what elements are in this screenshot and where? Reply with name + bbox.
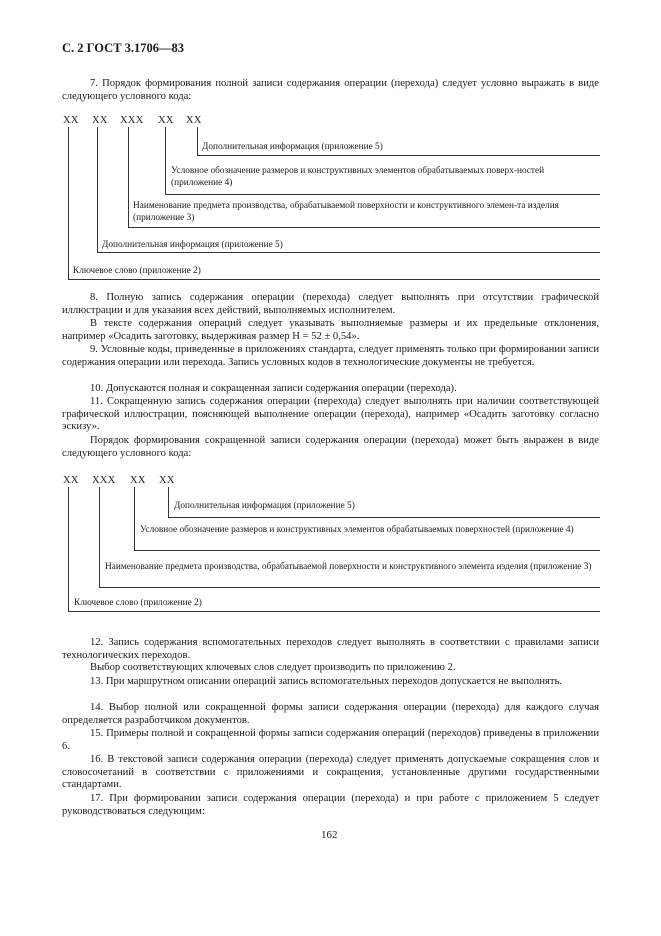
paragraph-11: 11. Сокращенную запись содержания операции (перехода) следует выполнять при наличии соответствующей графической иллюстрации, поясняющей выполнение операции (перехода), например «Осадить заготовку согласно эскизу». [62,396,599,433]
code-subject: XXX [120,115,144,126]
paragraph-12b: Выбор соответствующих ключевых слов следует производить по приложению 2. [90,662,456,673]
paragraph-8: 8. Полную запись содержания операции (перехода) следует выполнять при отсутствии графической иллюстрации и для указания всех действий, выполняемых исполнителем. [62,292,599,316]
paragraph-15: 15. Примеры полной и сокращенной формы записи содержания операций (переходов) приведены в приложении 6. [62,728,599,752]
leader-line [168,517,600,518]
paragraph-9: 9. Условные коды, приведенные в приложениях стандарта, следует применять только при формировании записи содержания операции или перехода. Запись условных кодов в технологические документы не требуется. [62,344,599,368]
leader-line [68,611,600,612]
paragraph-12: 12. Запись содержания вспомогательных переходов следует выполнять в соответствии с правилами записи технологических переходов. [62,637,599,661]
leader-line [99,587,600,588]
label-subject: Наименование предмета производства, обрабатываемой поверхности и конструктивного элемен-та изделия (приложение 3) [133,201,559,223]
label-additional-info: Дополнительная информация (приложение 5) [202,142,383,152]
paragraph-17: 17. При формировании записи содержания операции (перехода) и при работе с приложением 5 следует руководствоваться следующим: [62,793,599,817]
label-additional-info: Дополнительная информация (приложение 5) [102,240,283,250]
code-dimensions: XX [130,475,146,486]
leader-line [197,155,600,156]
paragraph-13: 13. При маршрутном описании операций запись вспомогательных переходов допускается не выполнять. [90,676,563,687]
leader-line [165,194,600,195]
label-keyword: Ключевое слово (приложение 2) [74,598,202,608]
connector-line [99,487,100,587]
connector-line [168,487,169,517]
paragraph-16: 16. В текстовой записи содержания операции (перехода) следует применять допускаемые сокращения слов и словосочетаний в соответствии с приложениями и сокращения, установленные другими государственными стандартами. [62,754,599,791]
connector-line [68,127,69,280]
connector-line [134,487,135,550]
code-additional-info: XX [159,475,175,486]
page-number: 162 [321,829,338,841]
paragraph-7: 7. Порядок формирования полной записи содержания операции (перехода) следует условно выражать в виде следующего условного кода: [62,78,599,102]
connector-line [165,127,166,195]
code-dimensions: XX [158,115,174,126]
paragraph-10: 10. Допускаются полная и сокращенная записи содержания операции (перехода). [90,383,457,394]
leader-line [97,252,600,253]
label-additional-info: Дополнительная информация (приложение 5) [174,501,355,511]
paragraph-14: 14. Выбор полной или сокращенной формы записи содержания операции (перехода) для каждого случая определяется разработчиком документов. [62,702,599,726]
connector-line [97,127,98,253]
leader-line [68,279,600,280]
paragraph-8b: В тексте содержания операций следует указывать выполняемые размеры и их предельные отклонения, например «Осадить заготовку, выдерживая размер H = 52 ± 0,54». [62,318,599,342]
label-dimensions: Условное обозначение размеров и конструктивных элементов обрабатываемых поверхностей (приложение 4) [140,525,574,535]
code-additional-info-2: XX [186,115,202,126]
label-keyword: Ключевое слово (приложение 2) [73,266,201,276]
paragraph-11b: Порядок формирования сокращенной записи содержания операции (перехода) может быть выражен в виде следующего условного кода: [62,435,599,459]
leader-line [128,227,600,228]
connector-line [197,127,198,155]
code-additional-info-1: XX [92,115,108,126]
page-header: С. 2 ГОСТ 3.1706—83 [62,41,185,55]
connector-line [128,127,129,228]
code-subject: XXX [92,475,116,486]
label-subject: Наименование предмета производства, обрабатываемой поверхности и конструктивного элемента изделия (приложение 3) [105,562,592,572]
connector-line [68,487,69,611]
code-keyword: XX [63,115,79,126]
label-dimensions: Условное обозначение размеров и конструктивных элементов обрабатываемых поверх-ностей (приложение 4) [171,166,545,188]
code-keyword: XX [63,475,79,486]
leader-line [134,550,600,551]
